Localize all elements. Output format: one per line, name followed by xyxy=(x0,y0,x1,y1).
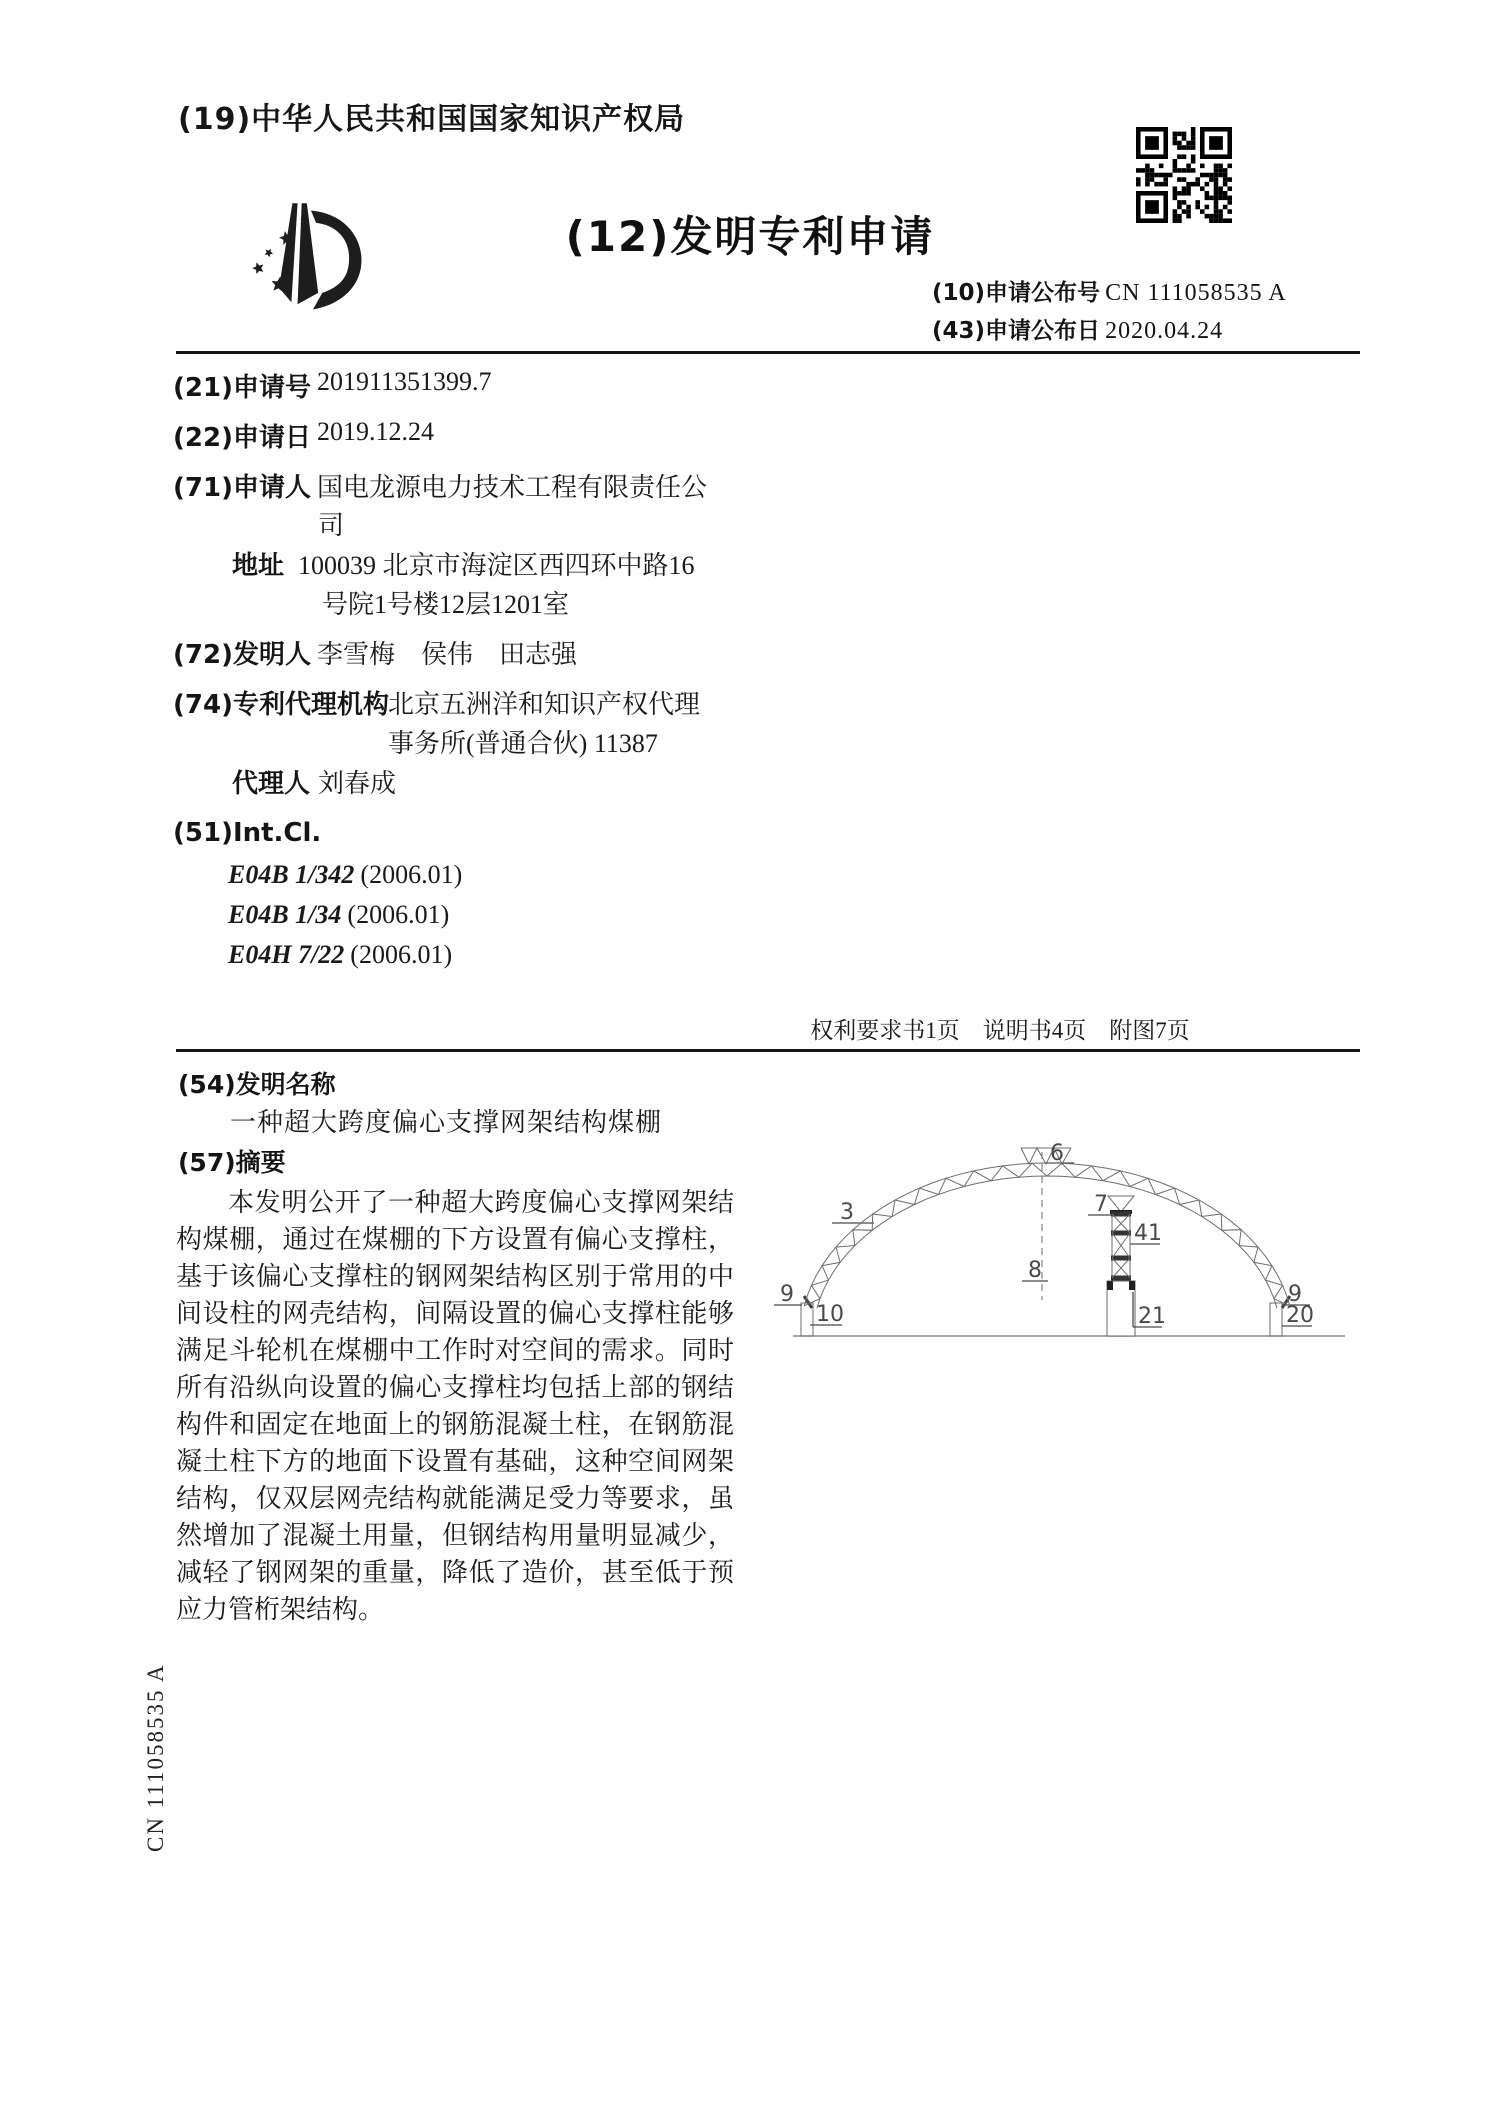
qr-module xyxy=(1205,214,1210,219)
qr-module xyxy=(1227,177,1232,182)
qr-module xyxy=(1223,205,1228,210)
figure-label-20: 20 xyxy=(1286,1303,1314,1328)
qr-module xyxy=(1218,186,1223,191)
intcl-version: (2006.01) xyxy=(350,940,453,969)
qr-module xyxy=(1159,173,1164,178)
qr-module xyxy=(1191,136,1196,141)
address-value-line1: 100039 北京市海淀区西四环中路16 xyxy=(298,551,695,580)
qr-module xyxy=(1218,164,1223,169)
qr-module xyxy=(1173,186,1178,191)
qr-module xyxy=(1145,177,1150,182)
qr-module xyxy=(1191,127,1196,132)
qr-module xyxy=(1173,191,1178,196)
qr-module xyxy=(1191,154,1196,159)
qr-module xyxy=(1150,168,1155,173)
qr-module xyxy=(1177,168,1182,173)
qr-module xyxy=(1173,159,1178,164)
side-publication-code: CN 111058535 A xyxy=(143,1663,168,1852)
figure-label-8: 8 xyxy=(1028,1258,1042,1283)
qr-module xyxy=(1145,182,1150,187)
qr-module xyxy=(1218,173,1223,178)
figure-label-9-right: 9 xyxy=(1288,1282,1302,1307)
application-number-value: 201911351399.7 xyxy=(317,367,492,396)
qr-module xyxy=(1145,173,1150,178)
qr-module xyxy=(1177,177,1182,182)
figure-column-joint xyxy=(1108,1196,1134,1212)
address-label: 地址 xyxy=(232,551,285,581)
qr-module xyxy=(1182,191,1187,196)
qr-module xyxy=(1177,218,1182,223)
qr-module xyxy=(1191,141,1196,146)
qr-module xyxy=(1223,196,1228,201)
applicant-value-line2: 司 xyxy=(318,511,345,540)
agent-value: 刘春成 xyxy=(318,769,397,798)
qr-module xyxy=(1173,214,1178,219)
intcl-code: E04H 7/22 xyxy=(228,940,345,969)
qr-module xyxy=(1186,214,1191,219)
qr-module xyxy=(1205,182,1210,187)
qr-module xyxy=(1150,173,1155,178)
figure-label-21: 21 xyxy=(1138,1304,1166,1329)
qr-module xyxy=(1182,177,1187,182)
publication-number-row xyxy=(932,274,1287,307)
qr-module xyxy=(1150,177,1155,182)
qr-module xyxy=(1191,145,1196,150)
qr-module xyxy=(1223,173,1228,178)
qr-module xyxy=(1209,173,1214,178)
qr-module xyxy=(1214,186,1219,191)
qr-module xyxy=(1136,168,1141,173)
qr-module xyxy=(1227,200,1232,205)
issuing-office: (19)中华人民共和国国家知识产权局 xyxy=(178,102,686,137)
qr-module xyxy=(1205,173,1210,178)
qr-module xyxy=(1227,196,1232,201)
qr-module xyxy=(1214,218,1219,223)
qr-module xyxy=(1227,209,1232,214)
qr-module xyxy=(1214,177,1219,182)
qr-module xyxy=(1191,132,1196,137)
publication-date-row xyxy=(932,312,1223,345)
qr-module xyxy=(1182,186,1187,191)
qr-module xyxy=(1209,177,1214,182)
address-value-line2: 号院1号楼12层1201室 xyxy=(322,590,570,619)
figure-label-7: 7 xyxy=(1094,1192,1108,1217)
application-number-label: (21)申请号 xyxy=(173,373,311,403)
qr-module xyxy=(1182,132,1187,137)
figure-label-3: 3 xyxy=(840,1200,854,1225)
invention-name: 一种超大跨度偏心支撑网架结构煤棚 xyxy=(230,1108,663,1137)
qr-module xyxy=(1214,168,1219,173)
qr-module xyxy=(1177,154,1182,159)
qr-module xyxy=(1223,177,1228,182)
qr-module xyxy=(1214,205,1219,210)
qr-module xyxy=(1163,177,1168,182)
qr-module xyxy=(1218,168,1223,173)
publication-date-value: 2020.04.24 xyxy=(1105,318,1224,344)
figure-label-41: 41 xyxy=(1134,1221,1162,1246)
qr-module xyxy=(1182,168,1187,173)
qr-module xyxy=(1182,145,1187,150)
cnipa-logo xyxy=(245,198,379,326)
qr-module xyxy=(1186,141,1191,146)
abstract-label: (57)摘要 xyxy=(178,1148,286,1177)
figure-label-10: 10 xyxy=(816,1302,844,1327)
qr-module xyxy=(1177,141,1182,146)
qr-module xyxy=(1136,182,1141,187)
intcl-entry xyxy=(228,940,452,970)
qr-module xyxy=(1195,200,1200,205)
qr-module xyxy=(1214,173,1219,178)
qr-module xyxy=(1186,191,1191,196)
qr-module xyxy=(1227,164,1232,169)
qr-module xyxy=(1214,200,1219,205)
header-divider-rule xyxy=(176,351,1360,354)
logo-star xyxy=(252,262,263,274)
qr-module xyxy=(1227,218,1232,223)
qr-module xyxy=(1186,164,1191,169)
qr-module xyxy=(1214,182,1219,187)
qr-module xyxy=(1186,145,1191,150)
qr-module xyxy=(1145,168,1150,173)
intcl-code: E04B 1/34 xyxy=(228,900,342,929)
qr-module xyxy=(1223,168,1228,173)
qr-module xyxy=(1173,168,1178,173)
qr-module xyxy=(1214,164,1219,169)
qr-module xyxy=(1195,177,1200,182)
qr-module xyxy=(1173,132,1178,137)
qr-module xyxy=(1177,205,1182,210)
qr-module xyxy=(1195,205,1200,210)
qr-module xyxy=(1191,159,1196,164)
qr-module xyxy=(1186,209,1191,214)
abstract-text: 本发明公开了一种超大跨度偏心支撑网架结构煤棚，通过在煤棚的下方设置有偏心支撑柱，基于该偏心支撑柱的钢网架结构区别于常用的中间设柱的网壳结构，间隔设置的偏心支撑柱能够满足斗轮机在煤棚中工作时对空间的需求。同时所有沿纵向设置的偏心支撑柱均包括上部的钢结构件和固定在地面上的钢筋混凝土柱，在钢筋混凝土柱下方的地面下设置有基础，这种空间网架结构，仅双层网壳结构就能满足受力等要求，虽然增加了混凝土用量，但钢结构用量明显减少，减轻了钢网架的重量，降低了造价，甚至低于预应力管桁架结构。 xyxy=(176,1188,734,1624)
qr-module xyxy=(1182,200,1187,205)
qr-module xyxy=(1205,205,1210,210)
qr-module xyxy=(1173,164,1178,169)
qr-module xyxy=(1223,218,1228,223)
qr-module xyxy=(1173,196,1178,201)
qr-module xyxy=(1191,182,1196,187)
qr-module xyxy=(1173,218,1178,223)
qr-module xyxy=(1191,168,1196,173)
application-date-label: (22)申请日 xyxy=(173,423,311,453)
intcl-version: (2006.01) xyxy=(360,860,463,889)
qr-module xyxy=(1182,154,1187,159)
document-type-title: (12)发明专利申请 xyxy=(565,212,935,261)
qr-module xyxy=(1136,177,1141,182)
qr-module xyxy=(1205,191,1210,196)
qr-module xyxy=(1163,182,1168,187)
intcl-code: E04B 1/342 xyxy=(228,860,355,889)
qr-module xyxy=(1145,164,1150,169)
logo-crescent xyxy=(311,210,362,309)
publication-number-value: CN 111058535 A xyxy=(1105,280,1287,306)
agency-value-line2: 事务所(普通合伙) 11387 xyxy=(388,729,658,758)
inventors-value: 李雪梅 侯伟 田志强 xyxy=(317,640,578,669)
applicant-label: (71)申请人 xyxy=(173,473,311,503)
qr-module xyxy=(1209,196,1214,201)
agency-value-line1: 北京五洲洋和知识产权代理 xyxy=(388,690,701,719)
publication-date-label: (43)申请公布日 xyxy=(932,318,1101,344)
figure-support-right xyxy=(1270,1303,1282,1336)
qr-module xyxy=(1186,205,1191,210)
qr-module xyxy=(1218,191,1223,196)
invention-name-label: (54)发明名称 xyxy=(178,1070,336,1099)
qr-module xyxy=(1154,173,1159,178)
qr-module xyxy=(1159,164,1164,169)
intcl-label: (51)Int.Cl. xyxy=(173,818,322,848)
logo-star xyxy=(264,249,273,258)
qr-module xyxy=(1141,168,1146,173)
qr-module xyxy=(1223,191,1228,196)
figure-column-anchor-right xyxy=(1129,1281,1135,1290)
qr-module xyxy=(1209,218,1214,223)
qr-module xyxy=(1177,191,1182,196)
qr-finder xyxy=(1145,136,1159,150)
qr-finder xyxy=(1209,136,1223,150)
qr-module xyxy=(1205,196,1210,201)
qr-module xyxy=(1173,209,1178,214)
figure-arch-inner-chord xyxy=(817,1176,1277,1308)
qr-module xyxy=(1177,200,1182,205)
qr-module xyxy=(1195,182,1200,187)
figure-coal-shed-truss xyxy=(770,1120,1360,1350)
qr-module xyxy=(1177,214,1182,219)
qr-module xyxy=(1186,168,1191,173)
figure-arch-web xyxy=(804,1163,1290,1306)
agent-label: 代理人 xyxy=(232,769,311,799)
inventors-label: (72)发明人 xyxy=(173,640,311,670)
qr-module xyxy=(1218,209,1223,214)
qr-module xyxy=(1173,141,1178,146)
intcl-entry xyxy=(228,860,462,890)
qr-module xyxy=(1218,214,1223,219)
qr-module xyxy=(1173,136,1178,141)
agency-label: (74)专利代理机构 xyxy=(173,690,389,720)
qr-module xyxy=(1227,186,1232,191)
qr-module xyxy=(1214,191,1219,196)
qr-module xyxy=(1218,196,1223,201)
qr-module xyxy=(1214,196,1219,201)
qr-module xyxy=(1200,209,1205,214)
publication-number-label: (10)申请公布号 xyxy=(932,280,1101,306)
qr-module xyxy=(1200,186,1205,191)
qr-module xyxy=(1154,182,1159,187)
qr-module xyxy=(1159,182,1164,187)
qr-module xyxy=(1182,209,1187,214)
qr-module xyxy=(1163,173,1168,178)
application-date-value: 2019.12.24 xyxy=(317,417,434,446)
figure-label-9-left: 9 xyxy=(780,1282,794,1307)
qr-module xyxy=(1168,173,1173,178)
qr-module xyxy=(1182,136,1187,141)
qr-module xyxy=(1200,173,1205,178)
figure-arch-outer-chord xyxy=(804,1163,1290,1306)
qr-module xyxy=(1186,186,1191,191)
intcl-version: (2006.01) xyxy=(347,900,450,929)
figure-label-6: 6 xyxy=(1050,1141,1064,1166)
qr-module xyxy=(1186,182,1191,187)
qr-module xyxy=(1218,218,1223,223)
intcl-entry xyxy=(228,900,449,930)
qr-module xyxy=(1200,164,1205,169)
qr-module xyxy=(1177,132,1182,137)
body-divider-rule xyxy=(176,1049,1360,1052)
qr-module xyxy=(1214,209,1219,214)
qr-module xyxy=(1214,214,1219,219)
qr-code xyxy=(1136,127,1232,223)
qr-module xyxy=(1209,214,1214,219)
figure-column-anchor-left xyxy=(1107,1281,1113,1290)
qr-module xyxy=(1223,182,1228,187)
qr-module xyxy=(1177,145,1182,150)
applicant-value-line1: 国电龙源电力技术工程有限责任公 xyxy=(317,473,708,502)
qr-finder xyxy=(1145,200,1159,214)
pages-note: 权利要求书1页 说明书4页 附图7页 xyxy=(810,1018,1190,1043)
